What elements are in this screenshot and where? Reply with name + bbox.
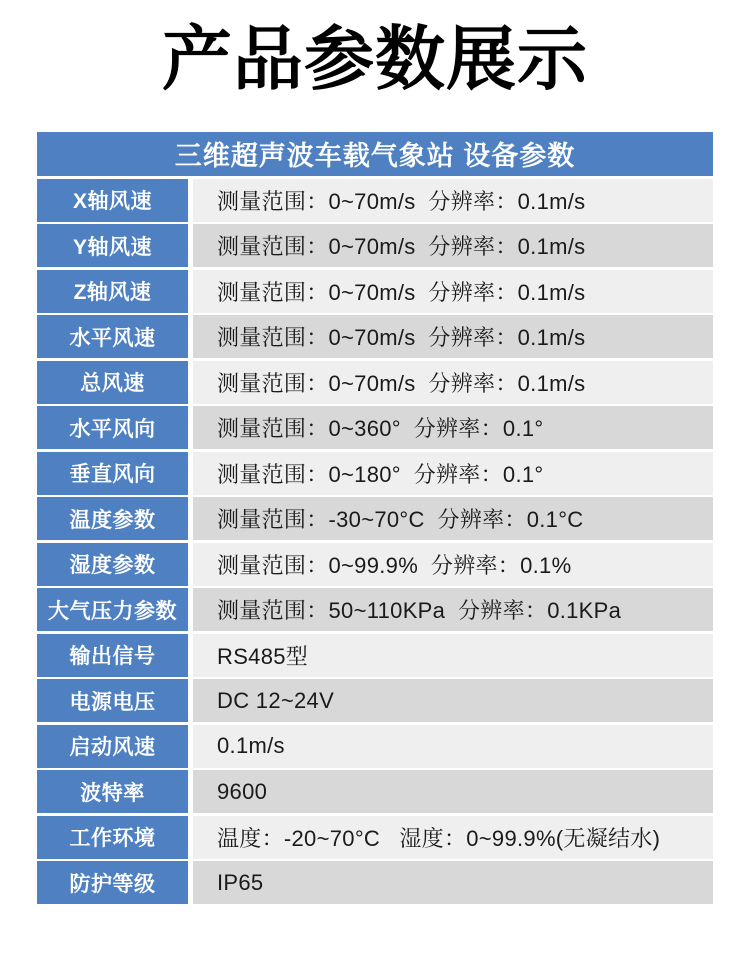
row-value: 测量范围：0~70m/s 分辨率：0.1m/s — [193, 315, 713, 358]
row-label: 工作环境 — [37, 816, 188, 859]
row-label: 水平风向 — [37, 406, 188, 449]
row-label: 湿度参数 — [37, 543, 188, 586]
row-value: 测量范围：0~180° 分辨率：0.1° — [193, 452, 713, 495]
table-row — [37, 679, 713, 722]
row-value: IP65 — [193, 861, 713, 904]
row-label: 水平风速 — [37, 315, 188, 358]
page-title: 产品参数展示 — [162, 20, 588, 98]
row-value: 测量范围：0~70m/s 分辨率：0.1m/s — [193, 224, 713, 267]
table-row — [37, 452, 713, 495]
table-row — [37, 770, 713, 813]
row-value: 测量范围：-30~70°C 分辨率：0.1°C — [193, 497, 713, 540]
table-row — [37, 861, 713, 904]
row-value: 温度：-20~70°C 湿度：0~99.9%(无凝结水) — [193, 816, 713, 859]
table-row — [37, 179, 713, 222]
table-row — [37, 315, 713, 358]
row-label: Z轴风速 — [37, 270, 188, 313]
table-header: 三维超声波车载气象站 设备参数 — [37, 132, 713, 176]
row-label: 总风速 — [37, 361, 188, 404]
row-label: 波特率 — [37, 770, 188, 813]
row-value: DC 12~24V — [193, 679, 713, 722]
row-label: 温度参数 — [37, 497, 188, 540]
row-value: 0.1m/s — [193, 725, 713, 768]
table-row — [37, 816, 713, 859]
row-label: 启动风速 — [37, 725, 188, 768]
row-label: 防护等级 — [37, 861, 188, 904]
row-value: 9600 — [193, 770, 713, 813]
row-label: 输出信号 — [37, 634, 188, 677]
row-value: 测量范围：50~110KPa 分辨率：0.1KPa — [193, 588, 713, 631]
row-label: X轴风速 — [37, 179, 188, 222]
row-label: 垂直风向 — [37, 452, 188, 495]
row-value: 测量范围：0~70m/s 分辨率：0.1m/s — [193, 179, 713, 222]
row-value: RS485型 — [193, 634, 713, 677]
table-row — [37, 406, 713, 449]
table-row — [37, 224, 713, 267]
spec-table — [37, 132, 713, 905]
table-row — [37, 725, 713, 768]
table-row — [37, 497, 713, 540]
table-row — [37, 634, 713, 677]
table-row — [37, 361, 713, 404]
table-row — [37, 543, 713, 586]
table-row — [37, 588, 713, 631]
row-label: 大气压力参数 — [37, 588, 188, 631]
row-value: 测量范围：0~360° 分辨率：0.1° — [193, 406, 713, 449]
row-label: 电源电压 — [37, 679, 188, 722]
row-value: 测量范围：0~70m/s 分辨率：0.1m/s — [193, 361, 713, 404]
table-row — [37, 270, 713, 313]
row-value: 测量范围：0~99.9% 分辨率：0.1% — [193, 543, 713, 586]
row-value: 测量范围：0~70m/s 分辨率：0.1m/s — [193, 270, 713, 313]
row-label: Y轴风速 — [37, 224, 188, 267]
